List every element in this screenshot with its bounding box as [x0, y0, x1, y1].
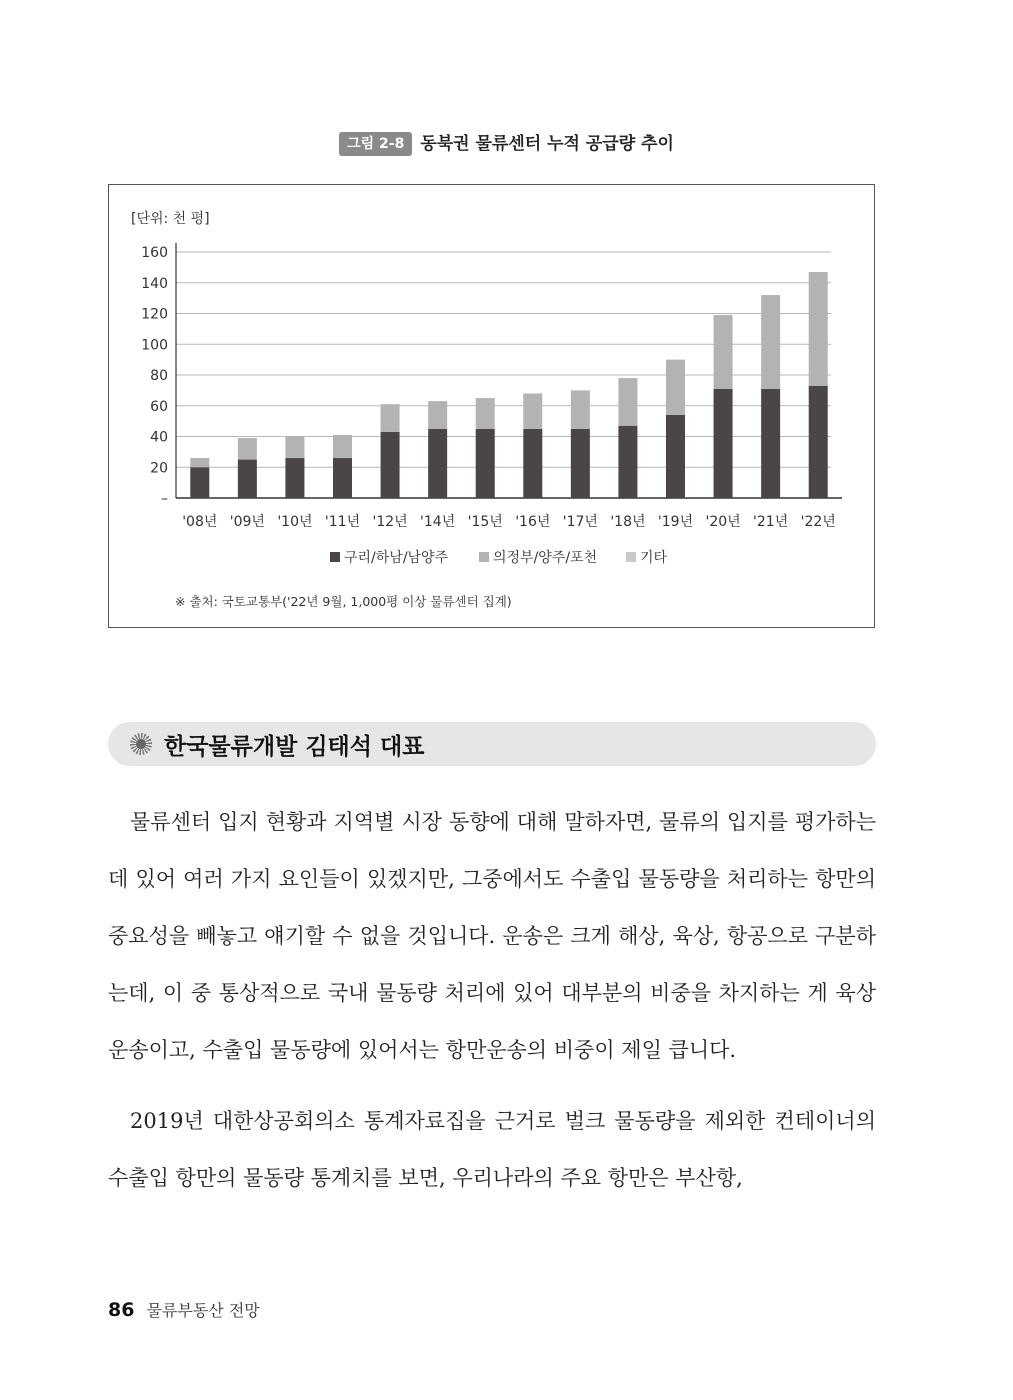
- y-tick-label: 40: [150, 429, 168, 446]
- y-tick-label: 140: [141, 275, 168, 292]
- chart-svg: [109, 185, 876, 629]
- bar-segment: [809, 272, 828, 386]
- unit-note: [단위: 천 평]: [131, 211, 210, 227]
- page-footer: [108, 1298, 260, 1321]
- x-tick-label: '17년: [562, 514, 598, 530]
- x-tick-labels: [182, 513, 836, 530]
- bar-segment: [571, 429, 590, 498]
- book-title: 물류부동산 전망: [146, 1301, 260, 1320]
- y-tick-label: 100: [141, 337, 168, 354]
- y-tick-label: 60: [150, 398, 168, 415]
- bar-segment: [571, 390, 590, 428]
- bar-segment: [428, 429, 447, 498]
- bar-segment: [428, 401, 447, 429]
- x-tick-label: '08년: [182, 514, 218, 530]
- x-tick-label: '18년: [610, 514, 646, 530]
- grid-layer: [176, 243, 842, 498]
- y-tick-label: –: [161, 491, 168, 507]
- bar-segment: [714, 389, 733, 498]
- x-tick-label: '09년: [229, 514, 265, 530]
- legend-label: 의정부/양주/포천: [493, 550, 598, 566]
- bar-segment: [761, 295, 780, 389]
- bar-segment: [618, 378, 637, 426]
- x-tick-label: '12년: [372, 514, 408, 530]
- x-tick-label: '22년: [800, 514, 836, 530]
- bar-segment: [190, 467, 209, 498]
- x-tick-label: '20년: [705, 514, 741, 530]
- source-note: ※ 출처: 국토교통부('22년 9월, 1,000평 이상 물류센터 집계): [175, 594, 512, 609]
- figure-label: 그림 2-8: [339, 132, 412, 156]
- bar-segment: [523, 393, 542, 428]
- y-tick-label: 80: [150, 368, 168, 384]
- bar-segment: [523, 429, 542, 498]
- bar-segment: [238, 438, 257, 460]
- bar-segment: [476, 398, 495, 429]
- bar-segment: [381, 432, 400, 498]
- x-tick-label: '21년: [753, 514, 789, 530]
- bar-segment: [714, 315, 733, 389]
- x-tick-label: '10년: [277, 514, 313, 530]
- y-tick-label: 160: [141, 245, 168, 261]
- paragraph: 2019년 대한상공회의소 통계자료집을 근거로 벌크 물동량을 제외한 컨테이너의 수출입 항만의 물동량 통계치를 보면, 우리나라의 주요 항만은 부산항,: [108, 1109, 876, 1190]
- bar-segment: [476, 429, 495, 498]
- bar-segment: [238, 460, 257, 498]
- paragraph: 물류센터 입지 현황과 지역별 시장 동향에 대해 말하자면, 물류의 입지를 평가하는 데 있어 여러 가지 요인들이 있겠지만, 그중에서도 수출입 물동량을 처리하는 항만의 중요성을 빼놓고 얘기할 수 없을 것입니다. 운송은 크게 해상, 육상, 항공으로 구분하는데, 이 중 통상적으로 국내 물동량 처리에 있어 대부분의 비중을 차지하는 게 육상운송이고, 수출입 물동량에 있어서는 항만운송의 비중이 제일 큽니다.: [108, 810, 876, 1062]
- legend: [330, 549, 668, 566]
- bar-segment: [618, 426, 637, 498]
- bar-segment: [381, 404, 400, 432]
- x-tick-label: '16년: [515, 514, 551, 530]
- bar-segment: [285, 437, 304, 459]
- body-text: [108, 794, 876, 1207]
- figure-caption: [0, 132, 1013, 156]
- bar-segment: [285, 458, 304, 498]
- bar-segment: [190, 458, 209, 467]
- section-title: 한국물류개발 김태석 대표: [164, 733, 425, 760]
- sun-bullet-icon: [130, 733, 152, 755]
- bar-segment: [809, 386, 828, 498]
- bar-segment: [666, 415, 685, 498]
- chart-box: [108, 184, 875, 628]
- section-header: [108, 722, 876, 766]
- x-tick-label: '11년: [324, 514, 361, 530]
- legend-swatch: [479, 552, 489, 562]
- y-tick-labels: [141, 245, 168, 507]
- x-tick-label: '14년: [420, 514, 456, 530]
- bar-segment: [333, 435, 352, 458]
- y-tick-label: 20: [150, 460, 168, 477]
- legend-label: 구리/하남/남양주: [344, 550, 449, 566]
- bar-segment: [666, 360, 685, 415]
- bar-segment: [761, 389, 780, 498]
- bar-segment: [333, 458, 352, 498]
- legend-label: 기타: [640, 550, 668, 566]
- bar-layer: [190, 272, 827, 498]
- page-number: 86: [108, 1299, 135, 1321]
- x-tick-label: '19년: [657, 514, 694, 530]
- legend-swatch: [626, 552, 636, 562]
- y-tick-label: 120: [141, 306, 168, 323]
- legend-swatch: [330, 552, 340, 562]
- figure-title: 동북권 물류센터 누적 공급량 추이: [420, 134, 674, 154]
- x-tick-label: '15년: [467, 514, 503, 530]
